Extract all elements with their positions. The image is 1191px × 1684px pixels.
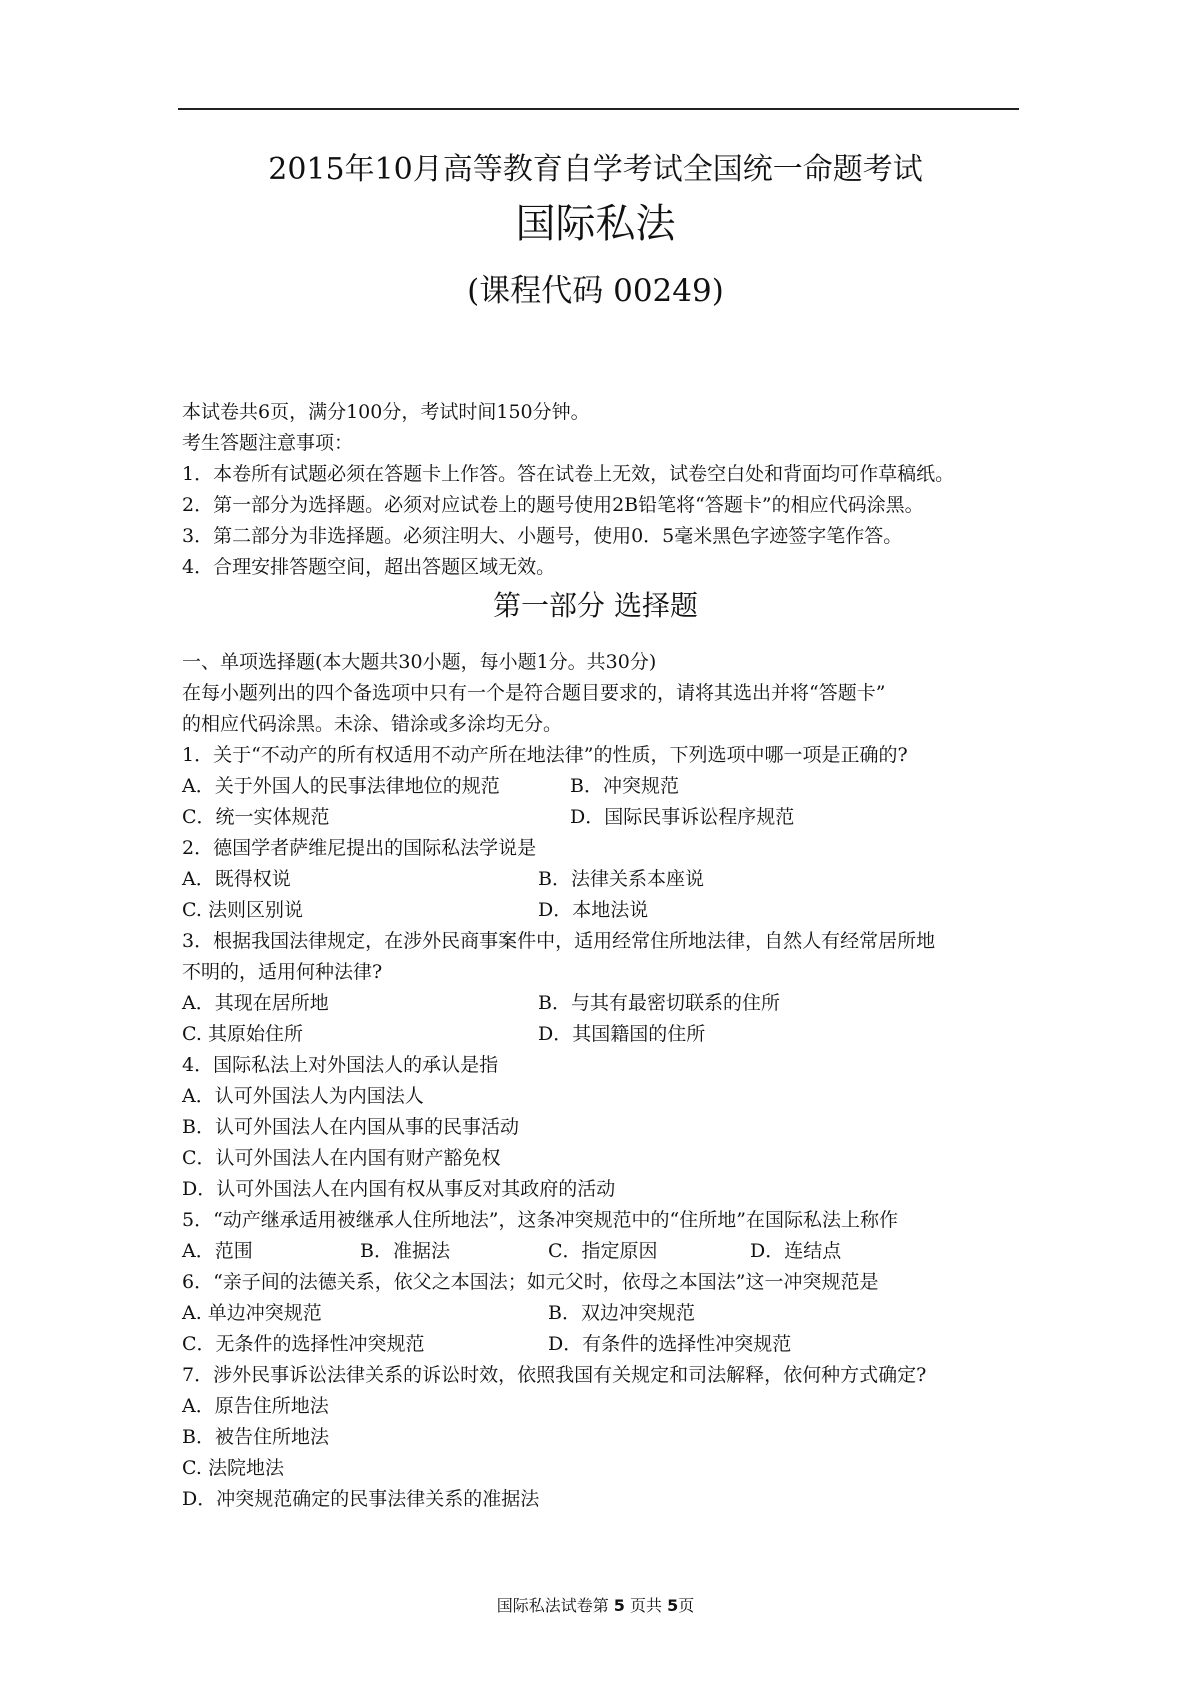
question-stem: 6．“亲子间的法德关系，依父之本国法；如元父时，依母之本国法”这一冲突规范是 — [182, 1271, 879, 1293]
option: D．连结点 — [750, 1240, 842, 1262]
question-stem: 3．根据我国法律规定，在涉外民商事案件中，适用经常住所地法律，自然人有经常居所地 — [182, 930, 936, 952]
option: B．法律关系本座说 — [538, 868, 704, 890]
question-stem: 7．涉外民事诉讼法律关系的诉讼时效，依照我国有关规定和司法解释，依何种方式确定? — [182, 1364, 927, 1386]
option-row — [182, 1329, 1022, 1360]
exam-title: 2015年10月高等教育自学考试全国统一命题考试 — [268, 152, 923, 187]
footer-suffix: 页 — [678, 1596, 695, 1615]
questions-block — [182, 647, 1022, 1515]
option: B．双边冲突规范 — [548, 1302, 695, 1324]
question-stem: 5．“动产继承适用被继承人住所地法”，这条冲突规范中的“住所地”在国际私法上称作 — [182, 1209, 898, 1231]
instruction-line: 在每小题列出的四个备选项中只有一个是符合题目要求的，请将其选出并将“答题卡” — [182, 682, 886, 704]
option: A．范围 — [182, 1240, 253, 1262]
footer-middle: 页共 — [630, 1596, 663, 1615]
option: C. 其原始住所 — [182, 1023, 303, 1045]
question-stem: 不明的，适用何种法律? — [182, 961, 383, 983]
option: C. 法则区别说 — [182, 899, 303, 921]
option-row — [182, 864, 1022, 895]
option: D．有条件的选择性冲突规范 — [548, 1333, 792, 1355]
option: B．准据法 — [360, 1240, 450, 1262]
notice-item: 3．第二部分为非选择题。必须注明大、小题号，使用0．5毫米黑色字迹签字笔作答。 — [182, 525, 903, 547]
option-row — [182, 802, 1022, 833]
notice-item: 4．合理安排答题空间，超出答题区域无效。 — [182, 556, 556, 578]
option: D．认可外国法人在内国有权从事反对其政府的活动 — [182, 1178, 616, 1200]
notice-heading: 考生答题注意事项： — [182, 432, 354, 454]
option: A. 单边冲突规范 — [182, 1302, 322, 1324]
option: A．原告住所地法 — [182, 1395, 329, 1417]
option-row — [182, 988, 1022, 1019]
question-stem: 1．关于“不动产的所有权适用不动产所在地法律”的性质，下列选项中哪一项是正确的? — [182, 744, 908, 766]
option: C．指定原因 — [548, 1240, 658, 1262]
exam-summary: 本试卷共6页，满分100分，考试时间150分钟。 — [182, 401, 590, 423]
option: C. 法院地法 — [182, 1457, 284, 1479]
page-footer — [0, 1594, 1191, 1618]
instruction-line: 的相应代码涂黑。未涂、错涂或多涂均无分。 — [182, 713, 563, 735]
option: D．冲突规范确定的民事法律关系的准据法 — [182, 1488, 540, 1510]
notice-item: 2．第一部分为选择题。必须对应试卷上的题号使用2B铅笔将“答题卡”的相应代码涂黑。 — [182, 494, 924, 516]
option: A．关于外国人的民事法律地位的规范 — [182, 775, 500, 797]
option: D．国际民事诉讼程序规范 — [570, 806, 795, 828]
option-row — [182, 1019, 1022, 1050]
option: B．冲突规范 — [570, 775, 679, 797]
option: C．认可外国法人在内国有财产豁免权 — [182, 1147, 501, 1169]
option: C．无条件的选择性冲突规范 — [182, 1333, 425, 1355]
section-title: 一、单项选择题(本大题共30小题，每小题1分。共30分) — [182, 651, 657, 673]
option-row — [182, 1236, 1022, 1267]
footer-page-number: 5 — [613, 1596, 625, 1615]
part-one-heading: 第一部分 选择题 — [493, 589, 698, 622]
option: A．既得权说 — [182, 868, 291, 890]
option: B．认可外国法人在内国从事的民事活动 — [182, 1116, 519, 1138]
option: A．其现在居所地 — [182, 992, 329, 1014]
question-stem: 4．国际私法上对外国法人的承认是指 — [182, 1054, 499, 1076]
option: C．统一实体规范 — [182, 806, 330, 828]
option: B．被告住所地法 — [182, 1426, 329, 1448]
option: A．认可外国法人为内国法人 — [182, 1085, 424, 1107]
course-code: (课程代码 00249) — [467, 273, 724, 309]
option-row — [182, 1298, 1022, 1329]
option: B．与其有最密切联系的住所 — [538, 992, 780, 1014]
top-rule — [178, 108, 1019, 110]
option: D．其国籍国的住所 — [538, 1023, 706, 1045]
question-stem: 2．德国学者萨维尼提出的国际私法学说是 — [182, 837, 537, 859]
intro-block — [182, 397, 1022, 583]
footer-total-pages: 5 — [667, 1596, 679, 1615]
option-row — [182, 771, 1022, 802]
option-row — [182, 895, 1022, 926]
option: D．本地法说 — [538, 899, 649, 921]
notice-item: 1．本卷所有试题必须在答题卡上作答。答在试卷上无效，试卷空白处和背面均可作草稿纸。 — [182, 463, 955, 485]
subject-title: 国际私法 — [515, 201, 676, 247]
footer-prefix: 国际私法试卷第 — [496, 1596, 609, 1615]
